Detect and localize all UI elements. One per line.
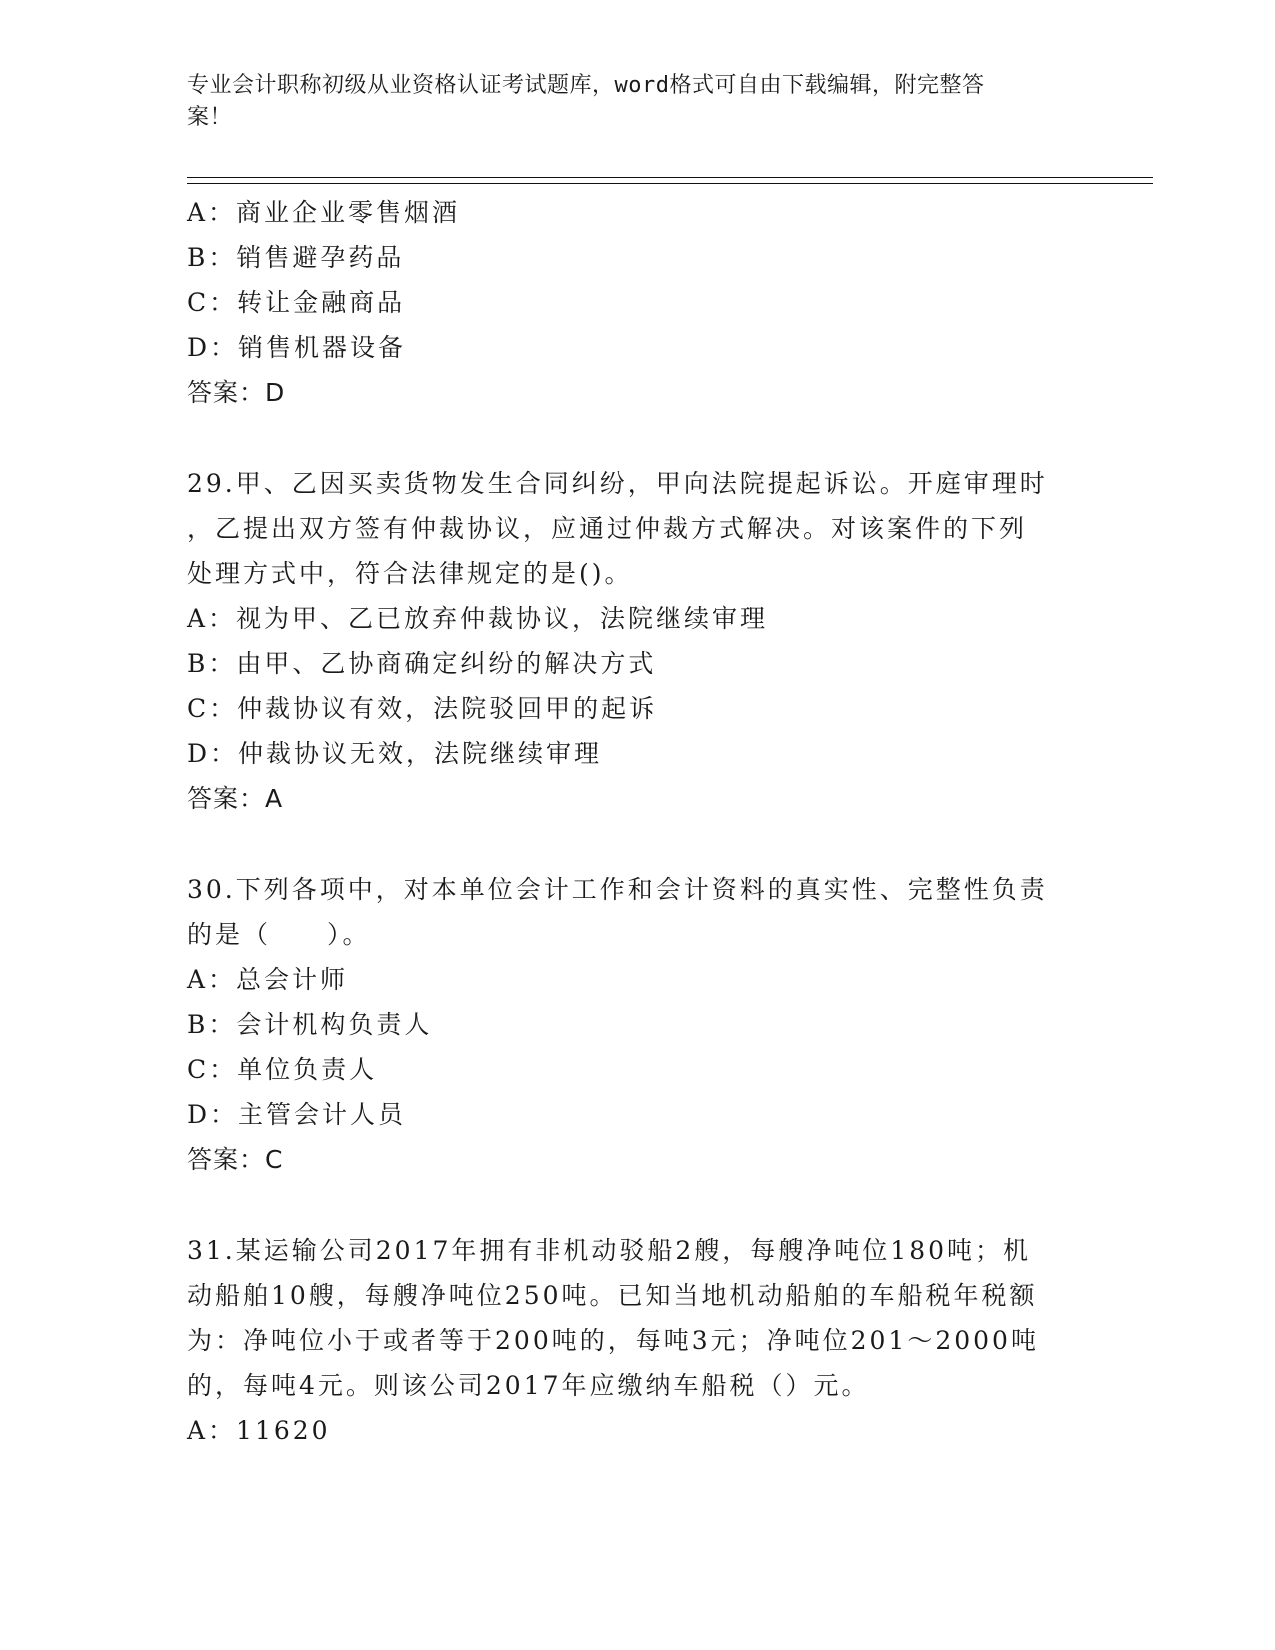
question-29 — [187, 461, 1067, 821]
option-d: D：主管会计人员 — [187, 1100, 407, 1129]
option-d: D：仲裁协议无效，法院继续审理 — [187, 739, 603, 768]
question-stem-line: ，乙提出双方签有仲裁协议，应通过仲裁方式解决。对该案件的下列 — [187, 514, 1028, 543]
answer: 答案：A — [187, 784, 284, 813]
header-line-1: 专业会计职称初级从业资格认证考试题库，word格式可自由下载编辑，附完整答 — [187, 73, 985, 98]
question-30 — [187, 867, 1067, 1182]
option-c: C：转让金融商品 — [187, 288, 406, 317]
question-stem-line: 动船舶10艘，每艘净吨位250吨。已知当地机动船舶的车船税年税额 — [187, 1281, 1038, 1310]
question-stem-line: 处理方式中，符合法律规定的是()。 — [187, 559, 633, 588]
option-c: C：仲裁协议有效，法院驳回甲的起诉 — [187, 694, 658, 723]
answer: 答案：D — [187, 378, 286, 407]
question-stem-line: 31.某运输公司2017年拥有非机动驳船2艘，每艘净吨位180吨；机 — [187, 1236, 1032, 1265]
header-rule-bottom — [187, 183, 1153, 184]
option-b: B：销售避孕药品 — [187, 243, 405, 272]
question-stem-line: 为：净吨位小于或者等于200吨的，每吨3元；净吨位201～2000吨 — [187, 1326, 1039, 1355]
question-stem-line: 29.甲、乙因买卖货物发生合同纠纷，甲向法院提起诉讼。开庭审理时 — [187, 469, 1048, 498]
option-a: A：11620 — [187, 1416, 331, 1445]
option-d: D：销售机器设备 — [187, 333, 407, 362]
question-list — [187, 190, 1067, 1453]
document-header — [187, 70, 1067, 134]
header-line-2: 案！ — [187, 105, 233, 130]
question-stem-line: 的，每吨4元。则该公司2017年应缴纳车船税（）元。 — [187, 1371, 870, 1400]
answer: 答案：C — [187, 1145, 284, 1174]
option-a: A：总会计师 — [187, 965, 349, 994]
question-31 — [187, 1228, 1067, 1453]
question-stem-line: 30.下列各项中，对本单位会计工作和会计资料的真实性、完整性负责 — [187, 875, 1048, 904]
question-stem-line: 的是（ ）。 — [187, 920, 371, 949]
option-c: C：单位负责人 — [187, 1055, 378, 1084]
option-b: B：由甲、乙协商确定纠纷的解决方式 — [187, 649, 657, 678]
option-a: A：商业企业零售烟酒 — [187, 198, 461, 227]
question-28 — [187, 190, 1067, 415]
header-rule-top — [187, 177, 1153, 178]
option-a: A：视为甲、乙已放弃仲裁协议，法院继续审理 — [187, 604, 769, 633]
option-b: B：会计机构负责人 — [187, 1010, 433, 1039]
